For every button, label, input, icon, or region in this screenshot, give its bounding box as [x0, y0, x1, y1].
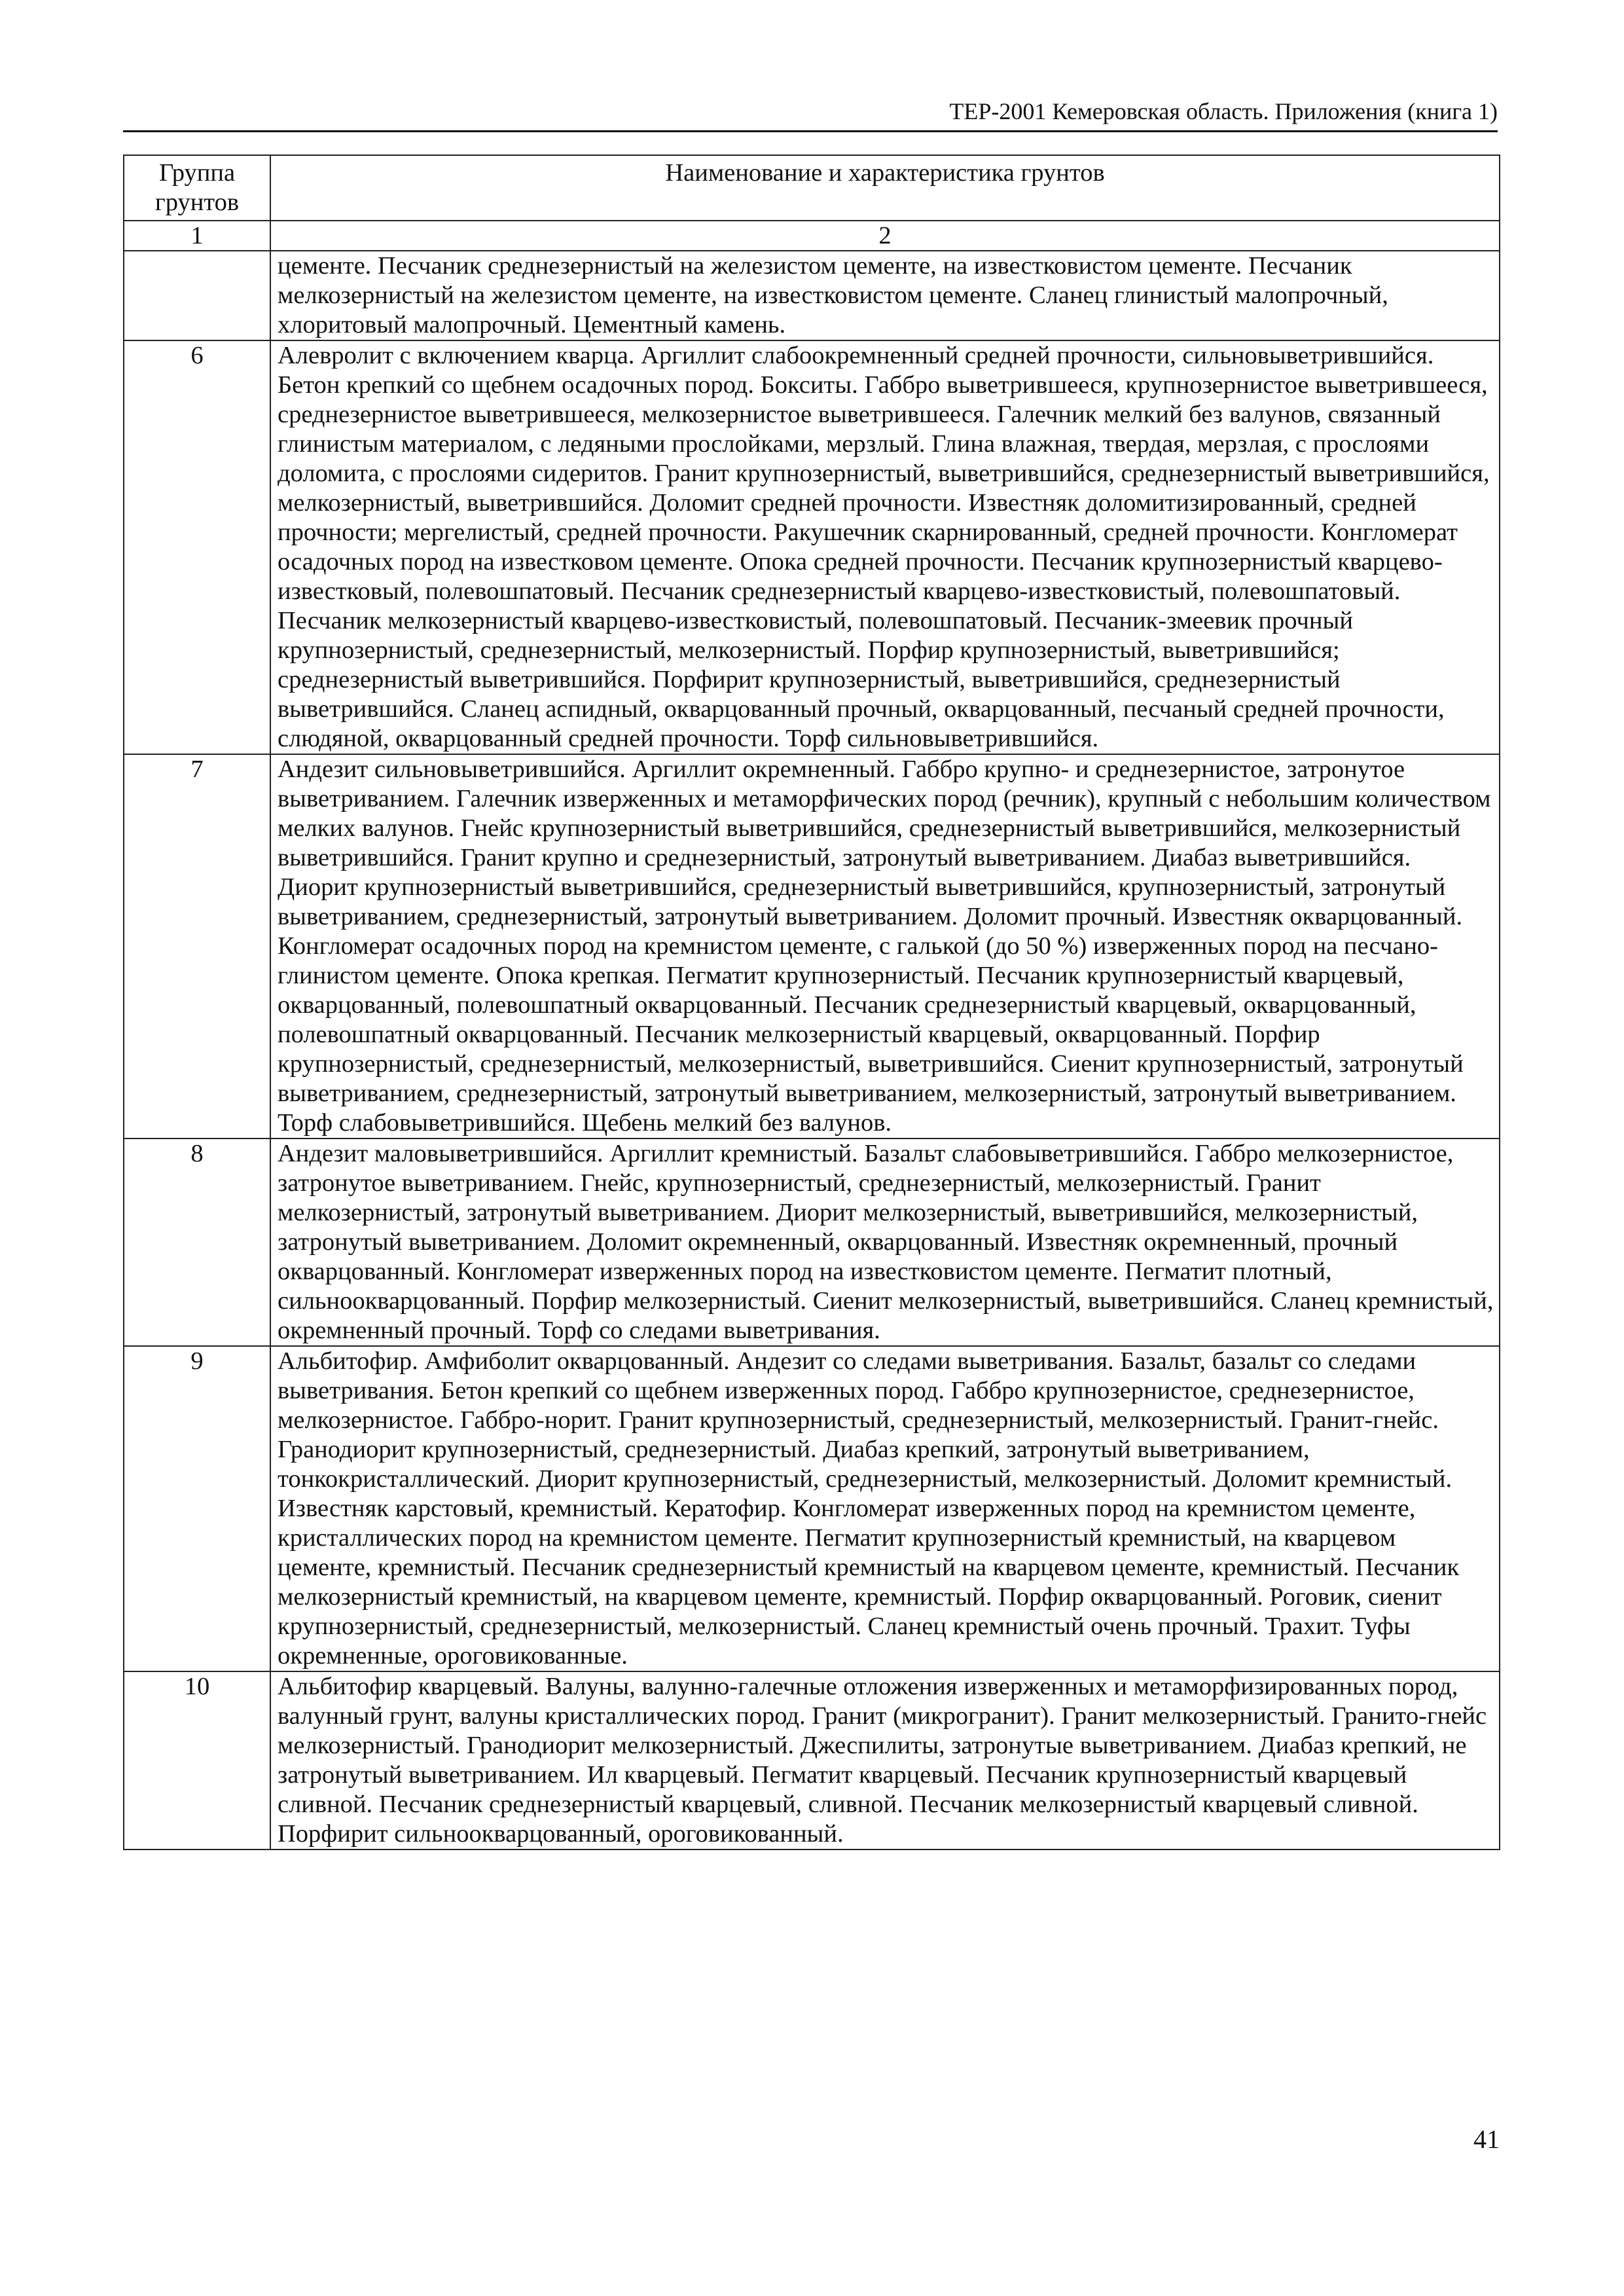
- page-number: 41: [1473, 2124, 1500, 2154]
- table-header-row: [124, 155, 1500, 221]
- group-number: 6: [124, 340, 270, 754]
- soil-groups-table: [123, 155, 1500, 1850]
- column-number-1: 1: [124, 221, 270, 251]
- group-description: Альбитофир. Амфиболит окварцованный. Андезит со следами выветривания. Базальт, базальт со следами выветривания. Бетон крепкий со щебнем изверженных пород. Габбро крупнозернистое, среднезернистое, мелкозернистое. Габбро-норит. Гранит крупнозернистый, среднезернистый, мелкозернистый. Гранит-гнейс. Гранодиорит крупнозернистый, среднезернистый. Диабаз крепкий, затронутый выветриванием, тонкокристаллический. Диорит крупнозернистый, среднезернистый, мелкозернистый. Доломит кремнистый. Известняк карстовый, кремнистый. Кератофир. Конгломерат изверженных пород на кремнистом цементе, кристаллических пород на кремнистом цементе. Пегматит крупнозернистый кремнистый, на кварцевом цементе, кремнистый. Песчаник среднезернистый кремнистый на кварцевом цементе, кремнистый. Песчаник мелкозернистый кремнистый, на кварцевом цементе, кремнистый. Порфир окварцованный. Роговик, сиенит крупнозернистый, среднезернистый, мелкозернистый. Сланец кремнистый очень прочный. Трахит. Туфы окремненные, ороговикованные.: [270, 1346, 1500, 1671]
- page-header: [123, 92, 1498, 132]
- group-description: Андезит сильновыветрившийся. Аргиллит окремненный. Габбро крупно- и среднезернистое, затронутое выветриванием. Галечник изверженных и метаморфических пород (речник), крупный с небольшим количеством мелких валунов. Гнейс крупнозернистый выветрившийся, среднезернистый выветрившийся, мелкозернистый выветрившийся. Гранит крупно и среднезернистый, затронутый выветриванием. Диабаз выветрившийся. Диорит крупнозернистый выветрившийся, среднезернистый выветрившийся, крупнозернистый, затронутый выветриванием, среднезернистый, затронутый выветриванием. Доломит прочный. Известняк окварцованный. Конгломерат осадочных пород на кремнистом цементе, с галькой (до 50 %) изверженных пород на песчано-глинистом цементе. Опока крепкая. Пегматит крупнозернистый. Песчаник крупнозернистый кварцевый, окварцованный, полевошпатный окварцованный. Песчаник среднезернистый кварцевый, окварцованный, полевошпатный окварцованный. Песчаник мелкозернистый кварцевый, окварцованный. Порфир крупнозернистый, среднезернистый, мелкозернистый, выветрившийся. Сиенит крупнозернистый, затронутый выветриванием, среднезернистый, затронутый выветриванием, мелкозернистый, затронутый выветриванием. Торф слабовыветрившийся. Щебень мелкий без валунов.: [270, 754, 1500, 1139]
- table-row: [124, 1139, 1500, 1346]
- group-description: Альбитофир кварцевый. Валуны, валунно-галечные отложения изверженных и метаморфизированных пород, валунный грунт, валуны кристаллических пород. Гранит (микрогранит). Гранит мелкозернистый. Гранито-гнейс мелкозернистый. Гранодиорит мелкозернистый. Джеспилиты, затронутые выветриванием. Диабаз крепкий, не затронутый выветриванием. Ил кварцевый. Пегматит кварцевый. Песчаник крупнозернистый кварцевый сливной. Песчаник среднезернистый кварцевый, сливной. Песчаник мелкозернистый кварцевый сливной. Порфирит сильноокварцованный, ороговикованный.: [270, 1671, 1500, 1850]
- group-number: [124, 251, 270, 340]
- table-row: [124, 754, 1500, 1139]
- header-group: Группа грунтов: [124, 155, 270, 221]
- table-row: [124, 1346, 1500, 1671]
- group-description: Алевролит с включением кварца. Аргиллит слабоокремненный средней прочности, сильновыветрившийся. Бетон крепкий со щебнем осадочных пород. Бокситы. Габбро выветрившееся, крупнозернистое выветрившееся, среднезернистое выветрившееся, мелкозернистое выветрившееся. Галечник мелкий без валунов, связанный глинистым материалом, с ледяными прослойками, мерзлый. Глина влажная, твердая, мерзлая, с прослоями доломита, с прослоями сидеритов. Гранит крупнозернистый, выветрившийся, среднезернистый выветрившийся, мелкозернистый, выветрившийся. Доломит средней прочности. Известняк доломитизированный, средней прочности; мергелистый, средней прочности. Ракушечник скарнированный, средней прочности. Конгломерат осадочных пород на известковом цементе. Опока средней прочности. Песчаник крупнозернистый кварцево-известковый, полевошпатовый. Песчаник среднезернистый кварцево-известковистый, полевошпатовый. Песчаник мелкозернистый кварцево-известковистый, полевошпатовый. Песчаник-змеевик прочный крупнозернистый, среднезернистый, мелкозернистый. Порфир крупнозернистый, выветрившийся; среднезернистый выветрившийся. Порфирит крупнозернистый, выветрившийся, среднезернистый выветрившийся. Сланец аспидный, окварцованный прочный, окварцованный, песчаный средней прочности, слюдяной, окварцованный средней прочности. Торф сильновыветрившийся.: [270, 340, 1500, 754]
- header-description: Наименование и характеристика грунтов: [270, 155, 1500, 221]
- table-row: [124, 251, 1500, 340]
- document-title: ТЕР-2001 Кемеровская область. Приложения (книга 1): [949, 98, 1498, 124]
- group-description: Андезит маловыветрившийся. Аргиллит кремнистый. Базальт слабовыветрившийся. Габбро мелкозернистое, затронутое выветриванием. Гнейс, крупнозернистый, среднезернистый, мелкозернистый. Гранит мелкозернистый, затронутый выветриванием. Диорит мелкозернистый, выветрившийся, мелкозернистый, затронутый выветриванием. Доломит окремненный, окварцованный. Известняк окремненный, прочный окварцованный. Конгломерат изверженных пород на известковистом цементе. Пегматит плотный, сильноокварцованный. Порфир мелкозернистый. Сиенит мелкозернистый, выветрившийся. Сланец кремнистый, окремненный прочный. Торф со следами выветривания.: [270, 1139, 1500, 1346]
- group-number: 8: [124, 1139, 270, 1346]
- group-description: цементе. Песчаник среднезернистый на железистом цементе, на известковистом цементе. Песчаник мелкозернистый на железистом цементе, на известковистом цементе. Сланец глинистый малопрочный, хлоритовый малопрочный. Цементный камень.: [270, 251, 1500, 340]
- group-number: 10: [124, 1671, 270, 1850]
- table-row: [124, 340, 1500, 754]
- column-number-row: [124, 221, 1500, 251]
- group-number: 9: [124, 1346, 270, 1671]
- column-number-2: 2: [270, 221, 1500, 251]
- group-number: 7: [124, 754, 270, 1139]
- table-row: [124, 1671, 1500, 1850]
